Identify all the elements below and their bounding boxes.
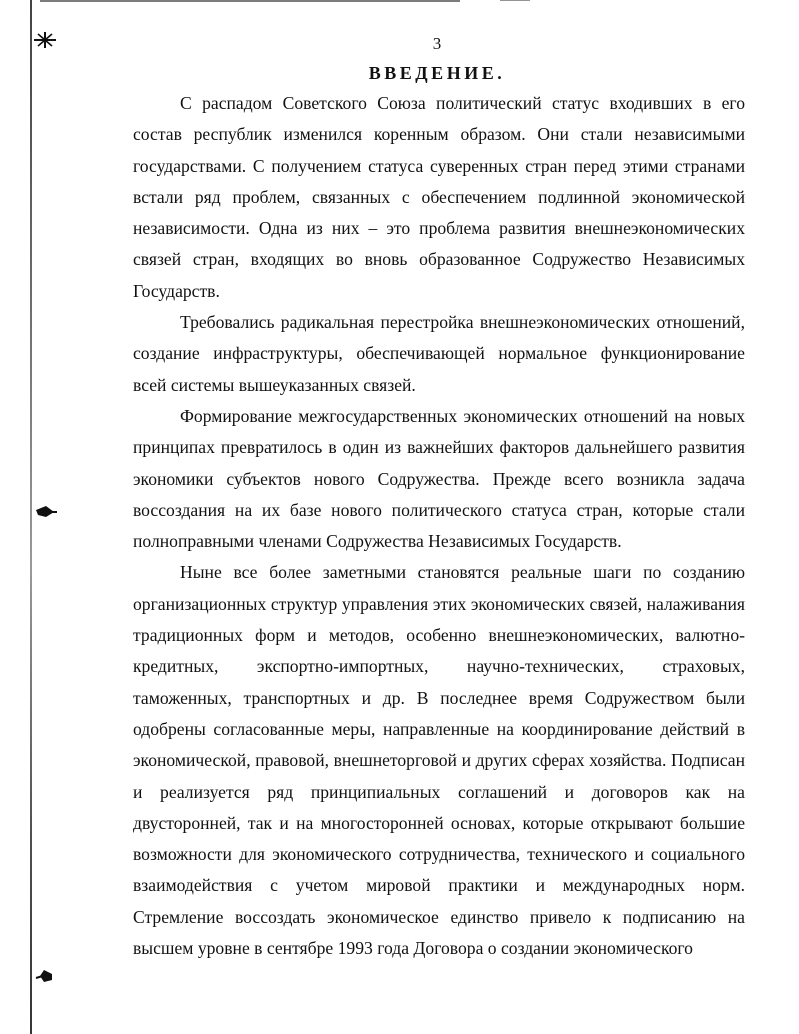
paragraph: Ныне все более заметными становятся реальные шаги по созданию организационных структур управления этих экономических связей, налаживания традиционных форм и методов, особенно внешнеэкономических, валютно-кредитных, экспортно-импортных, научно-технических, страховых, таможенных, транспортных и др. В последнее время Содружеством были одобрены согласованные меры, направленные на координирование действий в экономической, правовой, внешнеторговой и других сферах хозяйства. Подписан и реализуется ряд принципиальных соглашений и договоров как на двусторонней, так и на многосторонней основах, которые открывают большие возможности для экономического сотрудничества, технического и социального взаимодействия с учетом мировой практики и международных норм. Стремление воссоздать экономическое единство привело к подписанию на высшем уровне в сентябре 1993 года Договора о создании экономического	[133, 562, 745, 959]
body-text	[133, 88, 745, 964]
paragraph: Требовались радикальная перестройка внешнеэкономических отношений, создание инфраструктуры, обеспечивающей нормальное функционирование всей системы вышеуказанных связей.	[133, 312, 745, 395]
arrow-mark-icon	[32, 966, 58, 986]
scan-top-edge-fragment	[500, 0, 530, 1]
paragraph: Формирование межгосударственных экономических отношений на новых принципах превратилось в один из важнейших факторов дальнейшего развития экономики субъектов нового Содружества. Прежде всего возникла задача воссоздания на их базе нового политического статуса стран, которые стали полноправными членами Содружества Независимых Государств.	[133, 405, 745, 552]
page-title: ВВЕДЕНИЕ.	[368, 63, 506, 83]
page-number: 3	[432, 34, 442, 53]
paragraph: С распадом Советского Союза политический статус входивших в его состав республик изменился коренным образом. Они стали независимыми государствами. С получением статуса суверенных стран перед этими странами встали ряд проблем, связанных с обеспечением подлинной экономической независимости. Одна из них – это проблема развития внешнеэкономических связей стран, входящих во вновь образованное Содружество Независимых Государств.	[133, 93, 745, 301]
arrow-mark-icon	[32, 502, 58, 522]
scan-top-edge	[40, 0, 460, 2]
